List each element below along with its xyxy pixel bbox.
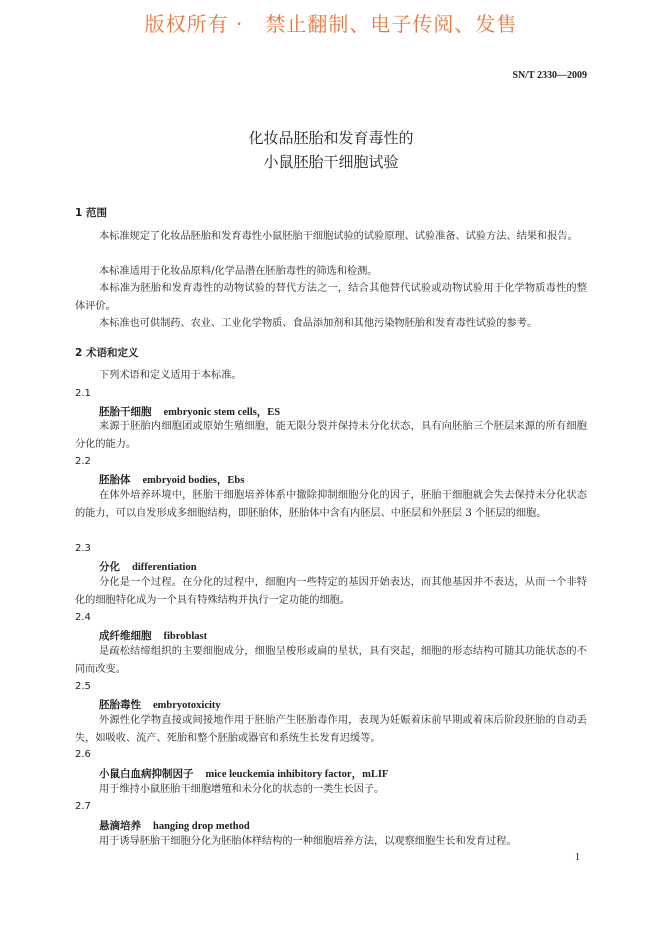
term-definition: 用于诱导胚胎干细胞分化为胚胎体样结构的一种细胞培养方法，以观察细胞生长和发育过程。 [99, 836, 517, 847]
term-number: 2.4 [75, 612, 91, 623]
scope-paragraph: 本标准适用于化妆品原料/化学品潜在胚胎毒性的筛选和检测。 [99, 266, 378, 277]
copyright-banner: 版权所有 · 禁止翻制、电子传阅、发售 [144, 12, 518, 36]
term-english: fibroblast [163, 631, 208, 642]
term-heading [75, 818, 611, 833]
term-chinese: 胚胎干细胞 [99, 406, 152, 418]
term-chinese: 悬滴培养 [99, 820, 141, 832]
term-definition: 分化是一个过程。在分化的过程中，细胞内一些特定的基因开始表达，而其他基因并不表达，从而一个非特化的细胞特化成为一个具有特殊结构并执行一定功能的细胞。 [75, 577, 587, 606]
term-definition: 用于维持小鼠胚胎干细胞增殖和未分化的状态的一类生长因子。 [99, 784, 385, 795]
term-definition: 外源性化学物直接或间接地作用于胚胎产生胚胎毒作用，表现为妊娠着床前早期或着床后阶段胚胎的自动丢失，如吸收、流产、死胎和整个胚胎或器官和系统生长发育迟缓等。 [75, 715, 587, 744]
term-chinese: 成纤维细胞 [99, 630, 152, 642]
section-2-heading: 2 术语和定义 [75, 347, 139, 359]
term-number: 2.7 [75, 801, 91, 812]
term-number: 2.1 [75, 388, 91, 399]
scope-paragraph: 本标准也可供制药、农业、工业化学物质、食品添加剂和其他污染物胚胎和发育毒性试验的参考。 [99, 318, 538, 329]
term-heading [75, 628, 611, 643]
term-chinese: 胚胎体 [99, 474, 131, 486]
term-definition: 在体外培养环境中，胚胎干细胞培养体系中撤除抑制细胞分化的因子，胚胎干细胞就会失去保持未分化状态的能力，可以自发形成多细胞结构，即胚胎体，胚胎体中含有内胚层、中胚层和外胚层 3 个胚层的细胞。 [75, 490, 587, 519]
term-heading [75, 559, 611, 574]
terms-intro: 下列术语和定义适用于本标准。 [99, 370, 242, 381]
standard-code: SN/T 2330—2009 [512, 70, 587, 81]
term-number: 2.6 [75, 749, 91, 760]
term-heading [75, 697, 611, 712]
term-english: differentiation [132, 562, 197, 573]
scope-paragraph: 本标准规定了化妆品胚胎和发育毒性小鼠胚胎干细胞试验的试验原理、试验准备、试验方法、结果和报告。 [99, 231, 578, 242]
term-english: hanging drop method [153, 821, 250, 832]
term-chinese: 胚胎毒性 [99, 699, 141, 711]
term-english: embryonic stem cells，ES [163, 407, 281, 418]
page-number: 1 [575, 852, 580, 863]
document-title-line-1: 化妆品胚胎和发育毒性的 [248, 129, 414, 147]
term-number: 2.5 [75, 681, 91, 692]
term-definition: 来源于胚胎内细胞团或原始生殖细胞，能无限分裂并保持未分化状态，具有向胚胎三个胚层来源的所有细胞分化的能力。 [75, 421, 587, 450]
term-heading [75, 472, 611, 487]
term-heading [75, 766, 611, 781]
term-number: 2.3 [75, 543, 91, 554]
term-chinese: 分化 [99, 561, 120, 573]
term-number: 2.2 [75, 456, 91, 467]
term-english: mice leuckemia inhibitory factor，mLIF [205, 769, 389, 780]
term-chinese: 小鼠白血病抑制因子 [99, 768, 194, 780]
document-title-line-2: 小鼠胚胎干细胞试验 [263, 153, 399, 171]
term-heading [75, 404, 611, 419]
term-english: embryoid bodies，Ebs [142, 475, 245, 486]
term-english: embryotoxicity [153, 700, 221, 711]
section-1-heading: 1 范围 [75, 207, 107, 219]
scope-paragraph: 本标准为胚胎和发育毒性的动物试验的替代方法之一，结合其他替代试验或动物试验用于化学物质毒性的整体评价。 [75, 283, 587, 312]
term-definition: 是疏松结缔组织的主要细胞成分，细胞呈梭形或扁的星状，具有突起，细胞的形态结构可随其功能状态的不同而改变。 [75, 646, 587, 675]
